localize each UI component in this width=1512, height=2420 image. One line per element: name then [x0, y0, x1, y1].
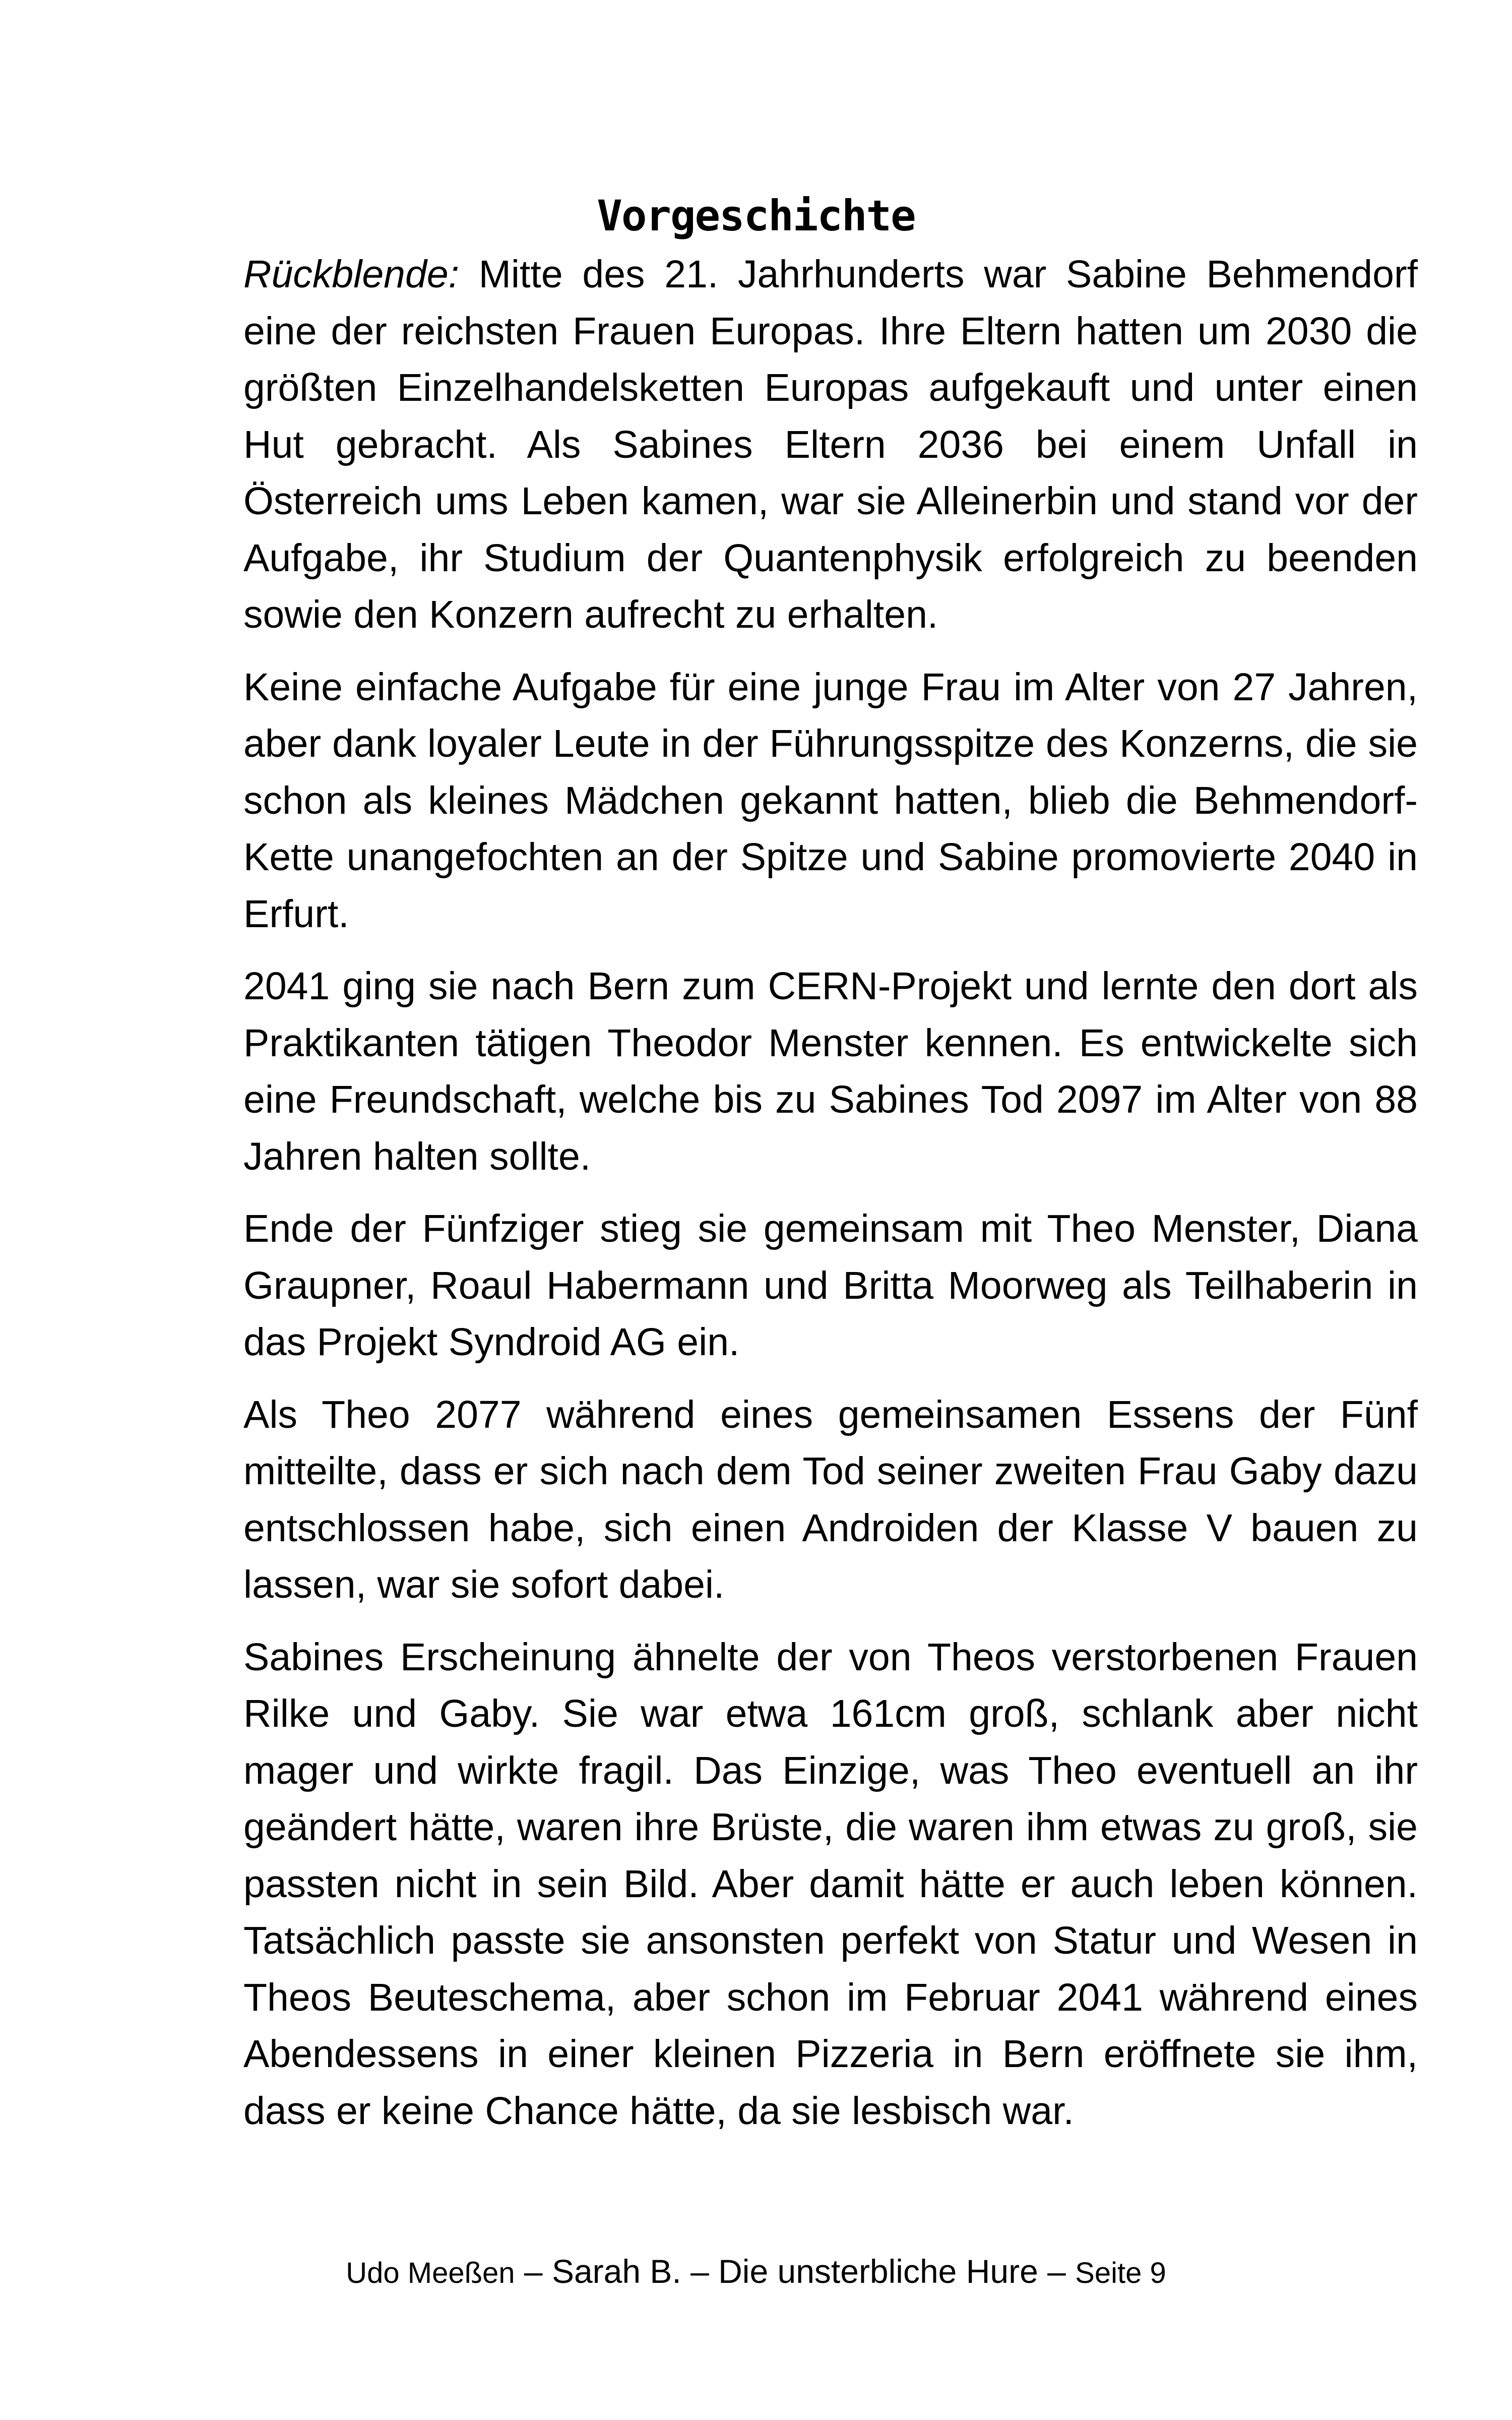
page-footer	[0, 2255, 1512, 2288]
paragraph-3: 2041 ging sie nach Bern zum CERN-Projekt und lernte den dort als Praktikanten tätigen Theodor Menster kennen. Es entwickelte sich eine Freundschaft, welche bis zu Sabines Tod 2097 im Alter von 88 Jahren halten sollte.	[243, 964, 1418, 1178]
footer-separator: –	[515, 2253, 552, 2290]
footer-author: Udo Meeßen	[346, 2257, 515, 2289]
footer-separator: –	[1038, 2253, 1076, 2290]
paragraph-4: Ende der Fünfziger stieg sie gemeinsam mit Theo Menster, Diana Graupner, Roaul Habermann und Britta Moorweg als Teilhaberin in das Projekt Syndroid AG ein.	[243, 1207, 1418, 1364]
paragraph-5: Als Theo 2077 während eines gemeinsamen Essens der Fünf mitteilte, dass er sich nach dem Tod seiner zweiten Frau Gaby dazu entschlossen habe, sich einen Androiden der Klasse V bauen zu lassen, war sie sofort dabei.	[243, 1393, 1418, 1606]
footer-book-title: Sarah B. – Die unsterbliche Hure	[551, 2253, 1038, 2290]
chapter-body	[243, 246, 1418, 2139]
paragraph-1-text: Mitte des 21. Jahrhunderts war Sabine Behmendorf eine der reichsten Frauen Europas. Ihre Eltern hatten um 2030 die größten Einzelhandelsketten Europas aufgekauft und unter einen Hut gebracht. Als Sabines Eltern 2036 bei einem Unfall in Österreich ums Leben kamen, war sie Alleinerbin und stand vor der Aufgabe, ihr Studium der Quantenphysik erfolgreich zu beenden sowie den Konzern aufrecht zu erhalten.	[243, 253, 1418, 636]
flashback-label: Rückblende:	[243, 253, 460, 296]
paragraph-2: Keine einfache Aufgabe für eine junge Frau im Alter von 27 Jahren, aber dank loyaler Leute in der Führungsspitze des Konzerns, die sie schon als kleines Mädchen gekannt hatten, blieb die Behmendorf-Kette unangefochten an der Spitze und Sabine promovierte 2040 in Erfurt.	[243, 665, 1418, 936]
paragraph-6: Sabines Erscheinung ähnelte der von Theos verstorbenen Frauen Rilke und Gaby. Sie war etwa 161cm groß, schlank aber nicht mager und wirkte fragil. Das Einzige, was Theo eventuell an ihr geändert hätte, waren ihre Brüste, die waren ihm etwas zu groß, sie passten nicht in sein Bild. Aber damit hätte er auch leben können. Tatsächlich passte sie ansonsten perfekt von Statur und Wesen in Theos Beuteschema, aber schon im Februar 2041 während eines Abendessens in einer kleinen Pizzeria in Bern eröffnete sie ihm, dass er keine Chance hätte, da sie lesbisch war.	[243, 1635, 1418, 2133]
paragraph-1	[243, 246, 1418, 643]
chapter-title: Vorgeschichte	[597, 191, 915, 241]
footer-page-number: Seite 9	[1075, 2257, 1166, 2289]
